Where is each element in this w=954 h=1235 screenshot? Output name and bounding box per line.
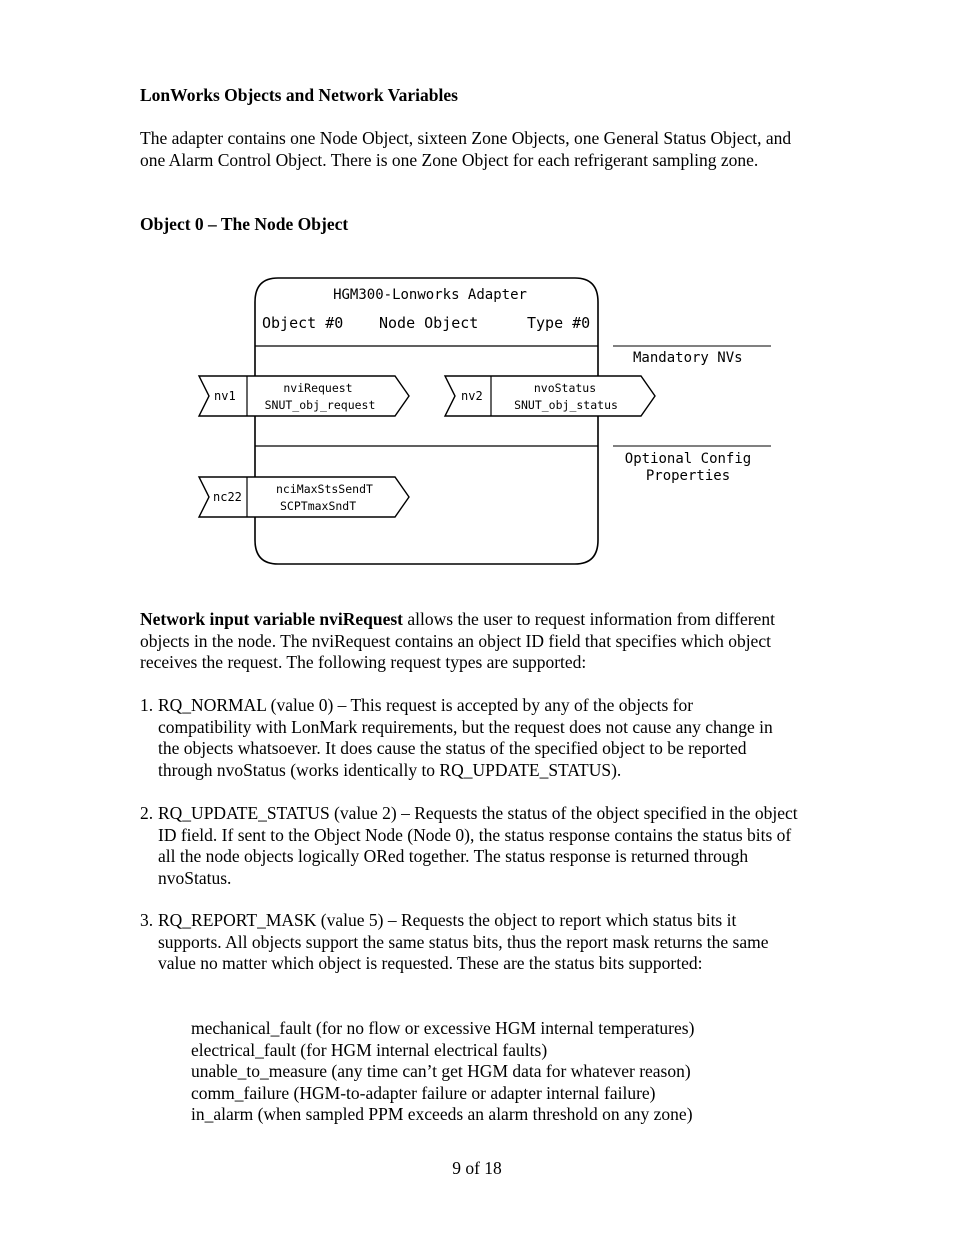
status-bit-item: electrical_fault (for HGM internal electrical faults) [191, 1039, 548, 1060]
status-bit-item: unable_to_measure (any time can’t get HGM data for whatever reason) [191, 1061, 691, 1082]
list-item [140, 910, 790, 975]
list-text: RQ_REPORT_MASK (value 5) – Requests the object to report which status bits it supports. All objects support the same status bits, thus the report mask returns the same value no matter which object is requested. These are the status bits supported: [158, 910, 769, 974]
object-heading: Object 0 – The Node Object [140, 214, 349, 234]
nc22-id: nc22 [213, 490, 242, 504]
nv1-type: SNUT_obj_request [264, 398, 376, 412]
list-text: RQ_NORMAL (value 0) – This request is accepted by any of the objects for compatibility with LonMark requirements, but the request does not cause any change in the objects whatsoever. It does cause the status of the specified object to be reported through nvoStatus (works identically to RQ_UPDATE_STATUS). [158, 695, 773, 780]
nvirequest-bold: Network input variable nviRequest [140, 609, 403, 629]
object-number: Object #0 [262, 314, 344, 332]
intro-paragraph: The adapter contains one Node Object, sixteen Zone Objects, one General Status Object, and one Alarm Control Object. There is one Zone Object for each refrigerant sampling zone. [140, 128, 792, 170]
section-heading: LonWorks Objects and Network Variables [140, 85, 458, 105]
nc22-type: SCPTmaxSndT [280, 499, 357, 513]
nv2-type: SNUT_obj_status [514, 398, 618, 412]
nvirequest-paragraph [140, 609, 808, 674]
nvirequest-text: allows the user to request information from different objects in the node. The nviRequest contains an object ID field that specifies which object receives the request. The following request types are supported: [140, 609, 775, 673]
optional-config-label: Optional Config [624, 451, 752, 467]
status-bit-item: in_alarm (when sampled PPM exceeds an alarm threshold on any zone) [191, 1104, 693, 1125]
nv2-name: nvoStatus [533, 381, 597, 395]
nv1-id: nv1 [214, 389, 236, 403]
object-name: Node Object [379, 314, 479, 332]
list-text: RQ_UPDATE_STATUS (value 2) – Requests the status of the object specified in the object ID field. If sent to the Object Node (Node 0), the status response contains the status bits of all the node objects logically ORed together. The status response is returned through nvoStatus. [158, 803, 798, 888]
list-item [140, 803, 808, 889]
node-object-diagram [0, 0, 954, 600]
list-number: 3. [140, 910, 154, 930]
list-number: 2. [140, 803, 154, 823]
nc22-name: nciMaxStsSendT [276, 482, 373, 496]
nv1-name: nviRequest [283, 381, 353, 395]
status-bit-item: mechanical_fault (for no flow or excessive HGM internal temperatures) [191, 1018, 695, 1038]
nv2-id: nv2 [461, 389, 483, 403]
mandatory-nvs-label: Mandatory NVs [633, 350, 743, 366]
page-number: 9 of 18 [452, 1158, 502, 1178]
object-type: Type #0 [527, 314, 591, 332]
diagram-title: HGM300-Lonworks Adapter [333, 287, 527, 303]
status-bits-list [191, 1018, 831, 1126]
status-bit-item: comm_failure (HGM-to-adapter failure or adapter internal failure) [191, 1082, 656, 1103]
optional-properties-label: Properties [645, 468, 731, 484]
list-item [140, 695, 780, 781]
list-number: 1. [140, 695, 154, 715]
